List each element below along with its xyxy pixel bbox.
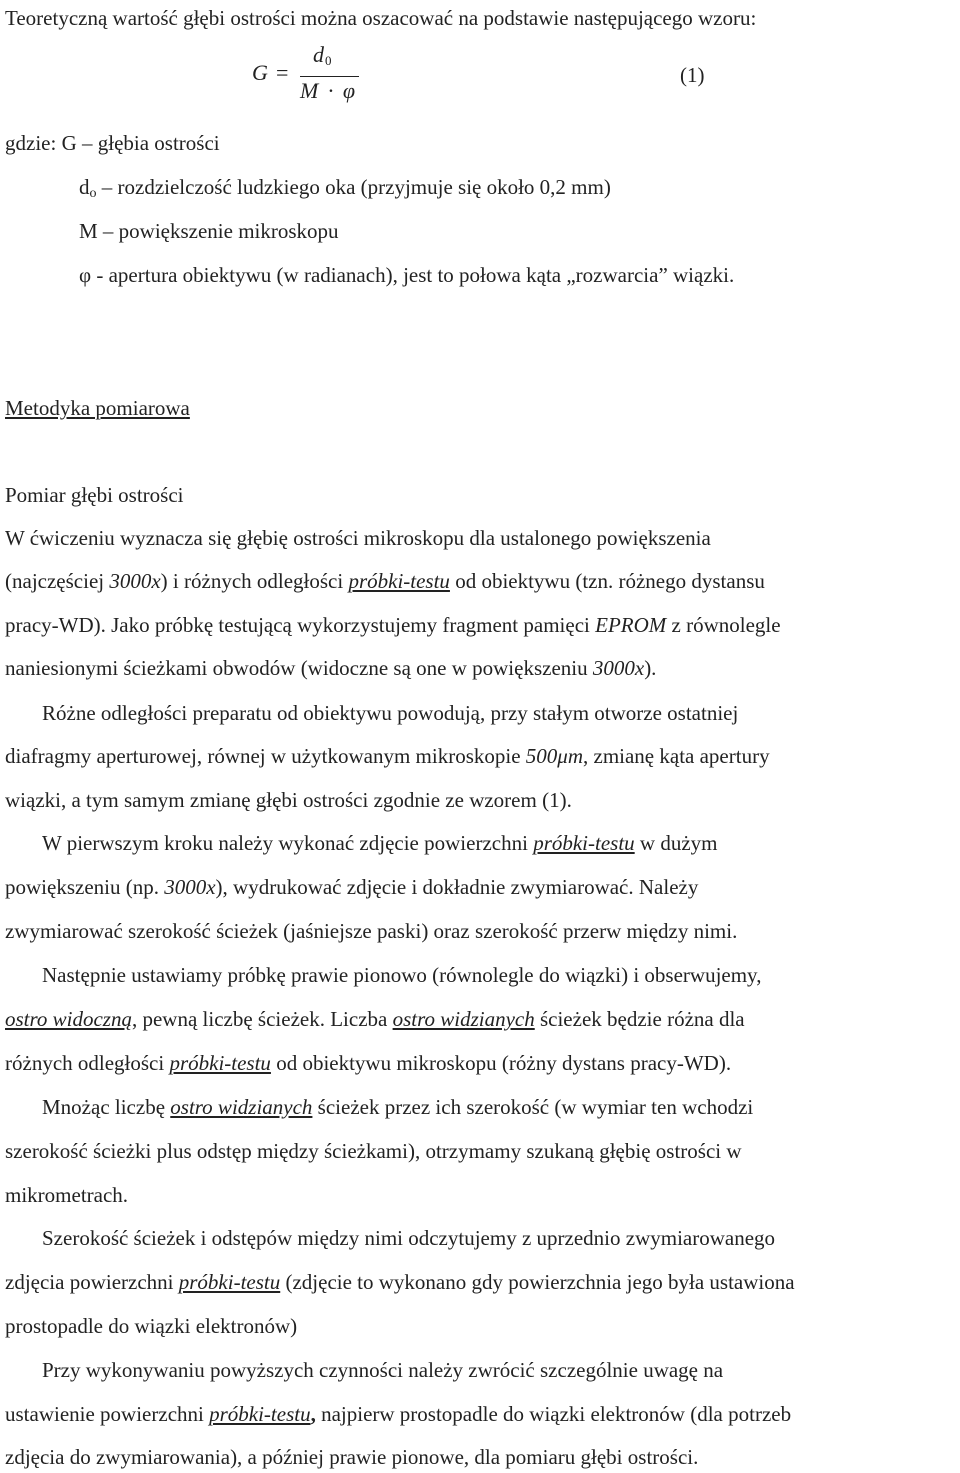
definition-m: M – powiększenie mikroskopu xyxy=(79,219,339,243)
p5-line-1: Mnożąc liczbę ostro widzianych ścieżek przez ich szerokość (w wymiar ten wchodzi xyxy=(42,1095,754,1119)
subtitle: Pomiar głębi ostrości xyxy=(5,483,184,507)
do-symbol: d xyxy=(79,175,90,199)
section-title: Metodyka pomiarowa xyxy=(5,396,190,420)
definitions-label: gdzie: xyxy=(5,131,57,155)
ostro-widoczna-ref: ostro widoczną xyxy=(5,1007,132,1031)
formula-numerator xyxy=(313,42,332,69)
formula-numerator-sub: 0 xyxy=(325,53,332,68)
do-text: – rozdzielczość ludzkiego oka (przyjmuje się około 0,2 mm) xyxy=(96,175,611,199)
ostro-widzianych-ref: ostro widzianych xyxy=(392,1007,535,1031)
p3-line-3: zwymiarować szerokość ścieżek (jaśniejsze paski) oraz szerokość przerw między nimi. xyxy=(5,919,738,943)
p2-line-2: diafragmy aperturowej, równej w użytkowanym mikroskopie 500μm, zmianę kąta apertury xyxy=(5,744,770,768)
formula-equals: = xyxy=(276,60,289,85)
p6-line-3: prostopadle do wiązki elektronów) xyxy=(5,1314,298,1338)
probki-testu-ref: próbki-testu xyxy=(209,1402,311,1426)
probki-testu-ref: próbki-testu xyxy=(348,569,450,593)
formula-denominator: M · φ xyxy=(300,78,357,103)
p1-line-1: W ćwiczeniu wyznacza się głębię ostrości mikroskopu dla ustalonego powiększenia xyxy=(5,526,711,550)
p3-line-1: W pierwszym kroku należy wykonać zdjęcie powierzchni próbki-testu w dużym xyxy=(42,831,718,855)
p3-line-2: powiększeniu (np. 3000x), wydrukować zdjęcie i dokładnie zwymiarować. Należy xyxy=(5,875,699,899)
formula-numerator-symbol: d xyxy=(313,42,324,67)
definition-do xyxy=(79,173,611,208)
formula-lhs: G xyxy=(252,60,268,85)
probki-testu-ref: próbki-testu xyxy=(178,1270,281,1294)
definition-phi: φ - apertura obiektywu (w radianach), jest to połowa kąta „rozwarcia” wiązki. xyxy=(79,263,735,287)
probki-testu-ref: próbki-testu xyxy=(533,831,635,855)
p2-line-3: wiązki, a tym samym zmianę głębi ostrości zgodnie ze wzorem (1). xyxy=(5,788,572,812)
intro-text: Teoretyczną wartość głębi ostrości można oszacować na podstawie następującego wzoru: xyxy=(5,6,757,30)
do-subscript: o xyxy=(89,186,97,201)
ostro-widzianych-ref: ostro widzianych xyxy=(170,1095,313,1119)
p6-line-1: Szerokość ścieżek i odstępów między nimi odczytujemy z uprzednio zwymiarowanego xyxy=(42,1226,776,1250)
probki-testu-ref: próbki-testu xyxy=(169,1051,271,1075)
equation-number: (1) xyxy=(680,63,705,87)
p4-line-1: Następnie ustawiamy próbkę prawie pionowo (równolegle do wiązki) i obserwujemy, xyxy=(42,963,762,987)
p5-line-3: mikrometrach. xyxy=(5,1183,129,1207)
p2-line-1: Różne odległości preparatu od obiektywu powodują, przy stałym otworze ostatniej xyxy=(42,701,739,725)
p4-line-2: ostro widoczną, pewną liczbę ścieżek. Liczba ostro widzianych ścieżek będzie różna dla xyxy=(5,1007,745,1031)
p6-line-2: zdjęcia powierzchni próbki-testu (zdjęcie to wykonano gdy powierzchnia jego była ustawiona xyxy=(5,1270,795,1294)
p4-line-3: różnych odległości próbki-testu od obiektywu mikroskopu (różny dystans pracy-WD). xyxy=(5,1051,732,1075)
p7-line-2: ustawienie powierzchni próbki-testu, najpierw prostopadle do wiązki elektronów (dla potrzeb xyxy=(5,1402,792,1426)
p7-line-3: zdjęcia do zwymiarowania), a później prawie pionowe, dla pomiaru głębi ostrości. xyxy=(5,1445,699,1469)
p5-line-2: szerokość ścieżki plus odstęp między ścieżkami), otrzymamy szukaną głębię ostrości w xyxy=(5,1139,742,1163)
p1-line-2: (najczęściej 3000x) i różnych odległości próbki-testu od obiektywu (tzn. różnego dystansu xyxy=(5,569,765,593)
fraction-bar xyxy=(300,76,359,77)
p1-line-4: naniesionymi ścieżkami obwodów (widoczne są one w powiększeniu 3000x). xyxy=(5,656,657,680)
definition-g: G – głębia ostrości xyxy=(61,131,220,155)
depth-of-field-formula xyxy=(250,42,370,112)
p1-line-3: pracy-WD). Jako próbkę testującą wykorzystujemy fragment pamięci EPROM z równolegle xyxy=(5,613,781,637)
p7-line-1: Przy wykonywaniu powyższych czynności należy zwrócić szczególnie uwagę na xyxy=(42,1358,724,1382)
definitions-row-g xyxy=(5,129,220,157)
